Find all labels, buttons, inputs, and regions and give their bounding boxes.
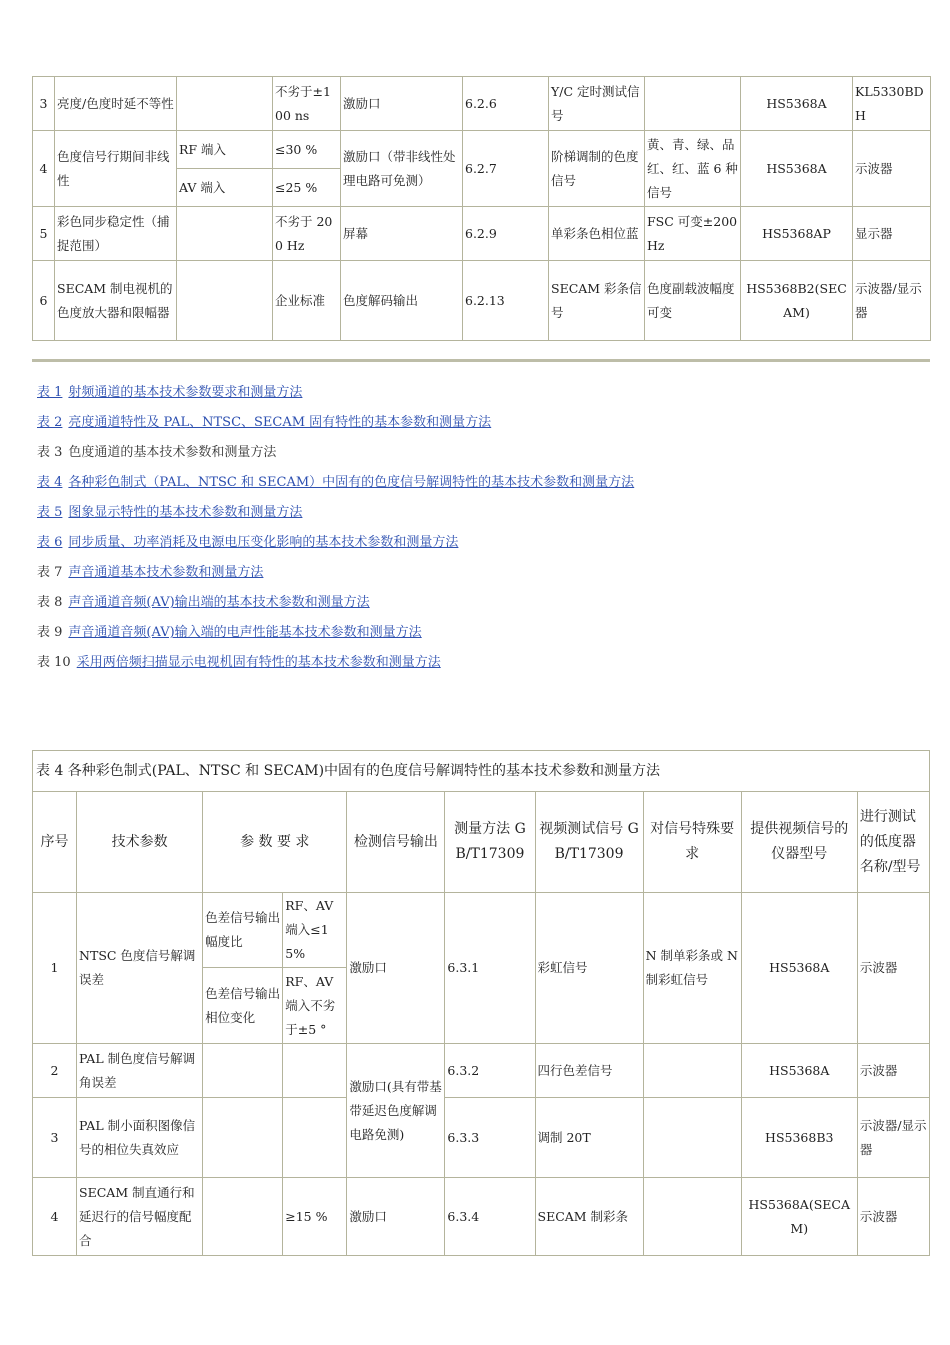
tech-param: PAL 制小面积图像信号的相位失真效应 — [77, 1098, 203, 1178]
sub-param — [203, 1044, 283, 1098]
link-table-2[interactable]: 亮度通道特性及 PAL、NTSC、SECAM 固有特性的基本参数和测量方法 — [68, 415, 492, 430]
table-1-continuation — [32, 76, 931, 341]
device: KL5330BDH — [853, 77, 931, 131]
link-row — [37, 651, 917, 681]
sub-param — [177, 77, 273, 131]
table-row — [33, 893, 930, 968]
table-7-number: 表 7 — [37, 565, 63, 580]
link-table-5-number[interactable]: 表 5 — [37, 505, 63, 520]
table-row — [33, 1178, 930, 1256]
table-row — [33, 77, 931, 131]
method: 6.2.6 — [463, 77, 549, 131]
video-signal: 四行色差信号 — [535, 1044, 643, 1098]
method: 6.3.1 — [445, 893, 535, 1044]
sub-param: AV 端入 — [177, 169, 273, 207]
table-row — [33, 207, 931, 261]
tech-param: NTSC 色度信号解调误差 — [77, 893, 203, 1044]
special-req — [645, 77, 741, 131]
detect-output: 屏幕 — [341, 207, 463, 261]
instrument: HS5368A — [741, 893, 857, 1044]
device: 示波器 — [857, 893, 929, 1044]
header-special: 对信号特殊要求 — [643, 792, 741, 893]
link-table-4[interactable]: 各种彩色制式（PAL、NTSC 和 SECAM）中固有的色度信号解调特性的基本技术参数和测量方法 — [68, 475, 635, 490]
link-table-10[interactable]: 采用两倍频扫描显示电视机固有特性的基本技术参数和测量方法 — [76, 655, 441, 670]
video-signal: SECAM 制彩条 — [535, 1178, 643, 1256]
table-row — [33, 1044, 930, 1098]
table-9-number: 表 9 — [37, 625, 63, 640]
link-row — [37, 621, 917, 651]
video-signal: SECAM 彩条信号 — [549, 261, 645, 341]
method: 6.3.4 — [445, 1178, 535, 1256]
row-no: 4 — [33, 1178, 77, 1256]
method: 6.2.13 — [463, 261, 549, 341]
header-instrument: 提供视频信号的仪器型号 — [741, 792, 857, 893]
requirement: ≤30 % — [273, 131, 341, 169]
link-row — [37, 471, 917, 501]
detect-output: 激励口 — [341, 77, 463, 131]
instrument: HS5368A — [741, 131, 853, 207]
header-no: 序号 — [33, 792, 77, 893]
special-req — [643, 1178, 741, 1256]
link-table-2-number[interactable]: 表 2 — [37, 415, 63, 430]
special-req: N 制单彩条或 N 制彩虹信号 — [643, 893, 741, 1044]
link-row — [37, 561, 917, 591]
requirement: 不劣于±100 ns — [273, 77, 341, 131]
header-req: 参 数 要 求 — [203, 792, 347, 893]
sub-param: 色差信号输出幅度比 — [203, 893, 283, 968]
table-8-number: 表 8 — [37, 595, 63, 610]
requirement: ≤25 % — [273, 169, 341, 207]
sub-param — [203, 1178, 283, 1256]
device: 示波器 — [857, 1044, 929, 1098]
detect-output: 激励口（带非线性处理电路可免测） — [341, 131, 463, 207]
special-req — [643, 1044, 741, 1098]
header-video: 视频测试信号 GB/T17309 — [535, 792, 643, 893]
instrument: HS5368B2(SECAM) — [741, 261, 853, 341]
row-no: 1 — [33, 893, 77, 1044]
requirement — [283, 1098, 347, 1178]
video-signal: 彩虹信号 — [535, 893, 643, 1044]
link-row — [37, 411, 917, 441]
link-table-6[interactable]: 同步质量、功率消耗及电源电压变化影响的基本技术参数和测量方法 — [68, 535, 459, 550]
device: 示波器/显示器 — [853, 261, 931, 341]
requirement: RF、AV 端入≤15% — [283, 893, 347, 968]
method: 6.2.7 — [463, 131, 549, 207]
row-no: 3 — [33, 1098, 77, 1178]
table-3-text: 色度通道的基本技术参数和测量方法 — [68, 445, 277, 460]
instrument: HS5368A — [741, 1044, 857, 1098]
table-row — [33, 261, 931, 341]
special-req: FSC 可变±200Hz — [645, 207, 741, 261]
row-no: 2 — [33, 1044, 77, 1098]
device: 显示器 — [853, 207, 931, 261]
tech-param: 亮度/色度时延不等性 — [55, 77, 177, 131]
tech-param: 色度信号行期间非线性 — [55, 131, 177, 207]
header-method: 测量方法 GB/T17309 — [445, 792, 535, 893]
requirement: ≥15 % — [283, 1178, 347, 1256]
device: 示波器 — [857, 1178, 929, 1256]
link-row — [37, 441, 917, 471]
method: 6.3.3 — [445, 1098, 535, 1178]
header-param: 技术参数 — [77, 792, 203, 893]
link-table-1-number[interactable]: 表 1 — [37, 385, 63, 400]
link-table-9[interactable]: 声音通道音频(AV)输入端的电声性能基本技术参数和测量方法 — [68, 625, 422, 640]
sub-param — [177, 261, 273, 341]
video-signal: 调制 20T — [535, 1098, 643, 1178]
table-row — [33, 131, 931, 169]
requirement: 不劣于 200 Hz — [273, 207, 341, 261]
sub-param: 色差信号输出相位变化 — [203, 968, 283, 1044]
row-no: 6 — [33, 261, 55, 341]
row-no: 5 — [33, 207, 55, 261]
requirement: 企业标准 — [273, 261, 341, 341]
tech-param: PAL 制色度信号解调角误差 — [77, 1044, 203, 1098]
row-no: 3 — [33, 77, 55, 131]
video-signal: 单彩条色相位蓝 — [549, 207, 645, 261]
requirement: RF、AV 端入不劣于±5 ° — [283, 968, 347, 1044]
detect-output: 激励口 — [347, 1178, 445, 1256]
detect-output: 色度解码输出 — [341, 261, 463, 341]
sub-param — [177, 207, 273, 261]
horizontal-divider — [32, 359, 930, 362]
special-req: 黄、青、绿、品红、红、蓝 6 种信号 — [645, 131, 741, 207]
table-caption-row — [33, 751, 930, 792]
device: 示波器/显示器 — [857, 1098, 929, 1178]
video-signal: 阶梯调制的色度信号 — [549, 131, 645, 207]
link-table-5[interactable]: 图象显示特性的基本技术参数和测量方法 — [68, 505, 303, 520]
table-4 — [32, 750, 930, 1256]
video-signal: Y/C 定时测试信号 — [549, 77, 645, 131]
instrument: HS5368A — [741, 77, 853, 131]
special-req — [643, 1098, 741, 1178]
requirement — [283, 1044, 347, 1098]
tech-param: SECAM 制电视机的色度放大器和限幅器 — [55, 261, 177, 341]
row-no: 4 — [33, 131, 55, 207]
header-detect: 检测信号输出 — [347, 792, 445, 893]
table-caption: 表 4 各种彩色制式(PAL、NTSC 和 SECAM)中固有的色度信号解调特性的基本技术参数和测量方法 — [33, 751, 930, 792]
sub-param — [203, 1098, 283, 1178]
link-table-1[interactable]: 射频通道的基本技术参数要求和测量方法 — [68, 385, 303, 400]
instrument: HS5368AP — [741, 207, 853, 261]
device: 示波器 — [853, 131, 931, 207]
tech-param: SECAM 制直通行和延迟行的信号幅度配合 — [77, 1178, 203, 1256]
link-table-4-number[interactable]: 表 4 — [37, 475, 63, 490]
instrument: HS5368B3 — [741, 1098, 857, 1178]
tech-param: 彩色同步稳定性（捕捉范围） — [55, 207, 177, 261]
instrument: HS5368A(SECAM) — [741, 1178, 857, 1256]
table-3-number: 表 3 — [37, 445, 63, 460]
link-row — [37, 591, 917, 621]
link-row — [37, 501, 917, 531]
method: 6.3.2 — [445, 1044, 535, 1098]
table-header-row — [33, 792, 930, 893]
detect-output: 激励口(具有带基带延迟色度解调电路免测) — [347, 1044, 445, 1178]
method: 6.2.9 — [463, 207, 549, 261]
link-row — [37, 531, 917, 561]
link-table-8[interactable]: 声音通道音频(AV)输出端的基本技术参数和测量方法 — [68, 595, 370, 610]
link-row — [37, 381, 917, 411]
table-10-number: 表 10 — [37, 655, 71, 670]
detect-output: 激励口 — [347, 893, 445, 1044]
header-device: 进行测试的低度器名称/型号 — [857, 792, 929, 893]
special-req: 色度副载波幅度可变 — [645, 261, 741, 341]
sub-param: RF 端入 — [177, 131, 273, 169]
table-links-list — [37, 381, 917, 681]
link-table-6-number[interactable]: 表 6 — [37, 535, 63, 550]
table-row — [33, 1098, 930, 1178]
link-table-7[interactable]: 声音通道基本技术参数和测量方法 — [68, 565, 264, 580]
